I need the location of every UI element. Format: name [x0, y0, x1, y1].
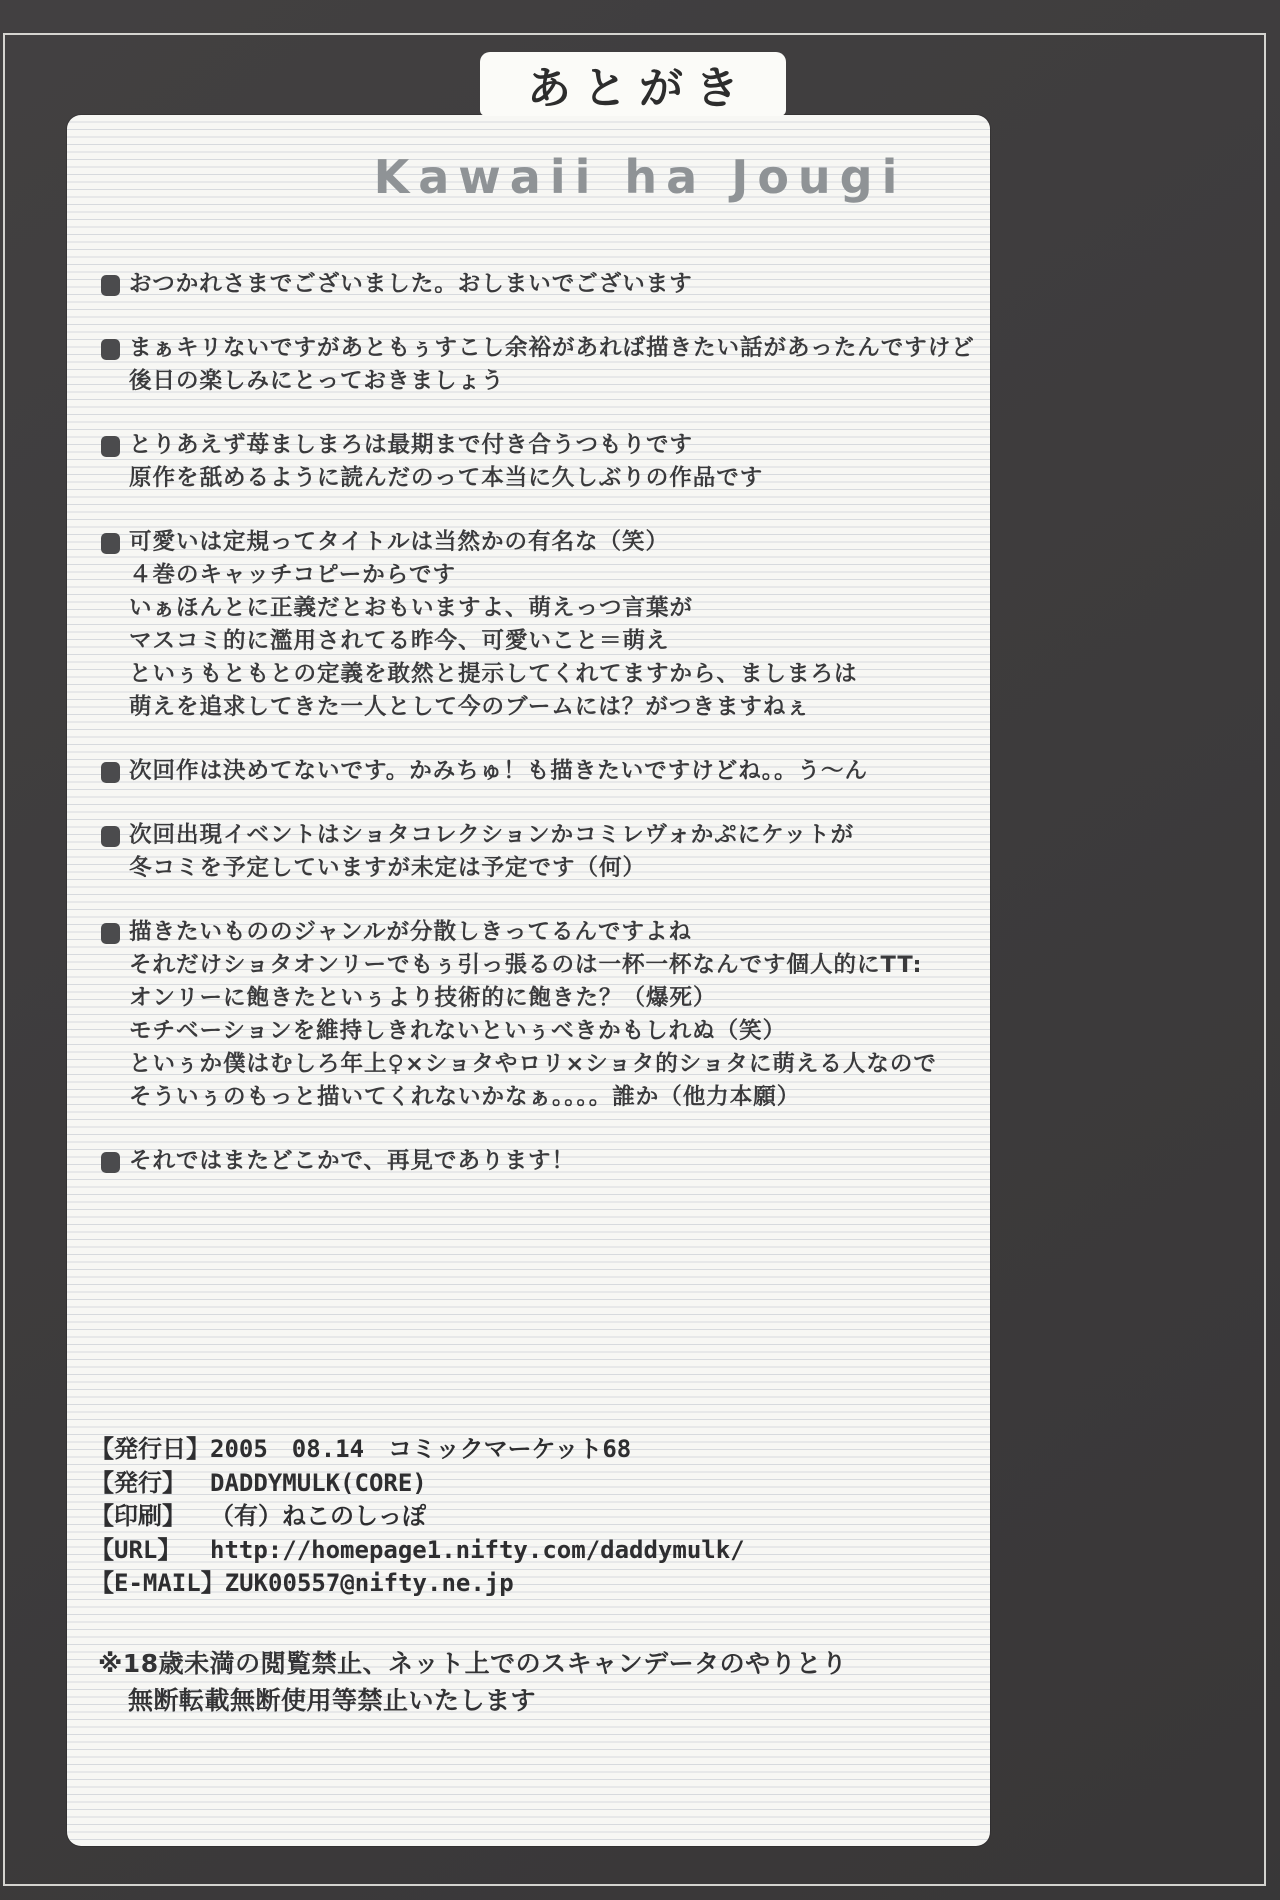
note-line: マスコミ的に濫用されてる昨今、可愛いこと＝萌え: [129, 628, 670, 654]
square-bullet-icon: [101, 533, 120, 554]
colophon-value: （有）ねこのしっぽ: [210, 1502, 426, 1530]
note-line: 描きたいもののジャンルが分散しきってるんですよね: [129, 919, 692, 945]
note-line: 後日の楽しみにとっておきましょう: [129, 368, 505, 394]
note-line: 冬コミを予定していますが未定は予定です（何）: [129, 855, 647, 881]
colophon-value: ZUK00557@nifty.ne.jp: [224, 1569, 514, 1597]
colophon-label: 【発行】: [90, 1468, 186, 1497]
note-line: ４巻のキャッチコピーからです: [129, 562, 456, 588]
age-disclaimer: [98, 1645, 847, 1719]
colophon-row: [90, 1500, 745, 1534]
colophon-row: [90, 1567, 745, 1601]
note-line: 原作を舐めるように読んだのって本当に久しぶりの作品です: [129, 465, 764, 491]
colophon-label: 【発行日】: [90, 1435, 210, 1463]
note-line: おつかれさまでございました。おしまいでございます: [129, 271, 693, 297]
note-line: まぁキリないですがあともぅすこし余裕があれば描きたい話があったんですけど: [129, 335, 975, 361]
colophon-value: http://homepage1.nifty.com/daddymulk/: [210, 1535, 745, 1564]
colophon-label: 【E-MAIL】: [90, 1569, 225, 1597]
disclaimer-line: 無断転載無断使用等禁止いたします: [128, 1686, 537, 1715]
note-block: [103, 819, 975, 885]
note-line: いぁほんとに正義だとおもいますよ、萌えっつ言葉が: [129, 595, 694, 621]
square-bullet-icon: [101, 339, 120, 360]
colophon-row: [90, 1467, 745, 1501]
note-block: [103, 332, 975, 398]
square-bullet-icon: [101, 762, 120, 783]
colophon: [90, 1433, 745, 1601]
note-line: それではまたどこかで、再見であります！: [129, 1148, 576, 1174]
afterword-title: あとがき: [527, 63, 751, 114]
note-line: 可愛いは定規ってタイトルは当然かの有名な（笑）: [129, 529, 670, 555]
colophon-row: [90, 1534, 745, 1568]
square-bullet-icon: [101, 826, 120, 847]
note-line: モチベーションを維持しきれないといぅべきかもしれぬ（笑）: [129, 1018, 787, 1044]
colophon-row: [90, 1433, 745, 1467]
note-block: [103, 1145, 975, 1178]
colophon-label: 【URL】: [90, 1535, 182, 1564]
note-block: [103, 755, 975, 788]
note-block: [103, 526, 975, 724]
square-bullet-icon: [101, 436, 120, 457]
note-line: そういぅのもっと描いてくれないかなぁ。。。。誰か（他力本願）: [129, 1084, 801, 1110]
disclaimer-line: ※18歳未満の閲覧禁止、ネット上でのスキャンデータのやりとり: [98, 1649, 848, 1678]
colophon-value: 2005 08.14 コミックマーケット68: [210, 1435, 632, 1463]
square-bullet-icon: [101, 1152, 120, 1173]
afterword-notes: [103, 268, 975, 1209]
colophon-label: 【印刷】: [90, 1502, 186, 1530]
afterword-title-box: [480, 52, 786, 116]
romaji-subtitle: Kawaii ha Jougi: [373, 150, 907, 204]
square-bullet-icon: [101, 275, 120, 296]
note-line: といぅか僕はむしろ年上♀×ショタやロリ×ショタ的ショタに萌える人なので: [129, 1051, 937, 1077]
note-line: 次回出現イベントはショタコレクションかコミレヴォかぷにケットが: [129, 822, 855, 848]
colophon-value: DADDYMULK(CORE): [210, 1468, 427, 1497]
note-line: オンリーに飽きたといぅより技術的に飽きた？（爆死）: [129, 985, 717, 1011]
square-bullet-icon: [101, 923, 120, 944]
note-line: それだけショタオンリーでもぅ引っ張るのは一杯一杯なんです個人的にTT:: [129, 952, 923, 978]
note-line: 次回作は決めてないです。かみちゅ！も描きたいですけどね。。う～ん: [129, 758, 868, 784]
note-line: 萌えを追求してきた一人として今のブームには？がつきますねぇ: [129, 694, 810, 720]
note-line: といぅもともとの定義を敢然と提示してくれてますから、ましまろは: [129, 661, 858, 687]
note-block: [103, 268, 975, 301]
note-line: とりあえず苺ましまろは最期まで付き合うつもりです: [129, 432, 694, 458]
note-block: [103, 916, 975, 1114]
note-block: [103, 429, 975, 495]
